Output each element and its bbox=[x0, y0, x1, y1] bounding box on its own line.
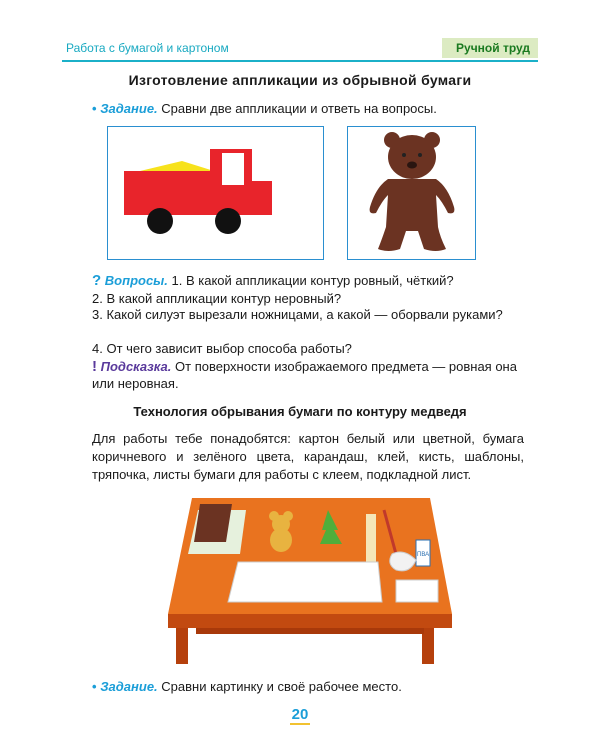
question-mark-icon: ? bbox=[92, 272, 102, 289]
bear-head bbox=[388, 135, 436, 179]
page-number-text: 20 bbox=[291, 706, 309, 723]
truck-body bbox=[124, 171, 210, 215]
question-3: 3. Какой силуэт вырезали ножницами, а какой — оборвали руками? bbox=[92, 307, 503, 322]
truck-wheel-front bbox=[215, 208, 241, 234]
task-label: Задание. bbox=[100, 101, 158, 116]
bear-body bbox=[370, 179, 455, 251]
table-leg-left bbox=[176, 628, 188, 664]
truck-cargo-yellow bbox=[140, 161, 214, 171]
glue-brush bbox=[366, 514, 376, 562]
table-apron bbox=[196, 628, 424, 634]
question-2: 2. В какой аппликации контур неровный? bbox=[92, 291, 342, 306]
bear-eye-left bbox=[402, 153, 406, 157]
task-text: Сравни картинку и своё рабочее место. bbox=[161, 679, 402, 694]
bear-nose bbox=[407, 162, 417, 169]
task-label: Задание. bbox=[100, 679, 158, 694]
question-1: 1. В какой аппликации контур ровный, чёткий? bbox=[171, 273, 454, 288]
glue-label: ПВА bbox=[417, 552, 430, 558]
exclamation-icon: ! bbox=[92, 358, 97, 375]
workplace-table-image bbox=[160, 496, 460, 666]
technology-subtitle: Технология обрывания бумаги по контуру медведя bbox=[133, 404, 467, 419]
running-header bbox=[62, 38, 538, 62]
truck-applique-frame bbox=[107, 126, 324, 260]
brown-paper bbox=[194, 504, 232, 542]
truck-wheel-rear bbox=[147, 208, 173, 234]
hint-block bbox=[92, 358, 522, 392]
section-title: Работа с бумагой и картоном bbox=[66, 41, 229, 55]
truck-window bbox=[222, 153, 244, 185]
materials-paragraph: Для работы тебе понадобятся: картон белый или цветной, бумага коричневого и зелёного цвета, карандаш, клей, кисть, шаблоны, тряпочка, листы бумаги для работы с клеем, подкладной лист. bbox=[92, 431, 524, 482]
subject-badge: Ручной труд bbox=[442, 38, 538, 58]
bear-applique-image bbox=[348, 127, 475, 259]
page-number bbox=[0, 706, 600, 723]
table-edge bbox=[168, 614, 452, 628]
hint-label: Подсказка. bbox=[100, 359, 172, 374]
question-4: 4. От чего зависит выбор способа работы? bbox=[92, 341, 352, 356]
questions-q1 bbox=[92, 272, 522, 289]
task-2 bbox=[92, 678, 522, 695]
underlay-sheet bbox=[228, 562, 382, 602]
hint-text: От поверхности изображаемого предмета — ровная она или неровная. bbox=[92, 359, 517, 391]
bullet-icon: • bbox=[92, 101, 97, 116]
bullet-icon: • bbox=[92, 679, 97, 694]
truck-applique-image bbox=[108, 127, 323, 259]
task-1 bbox=[92, 100, 522, 117]
lesson-title: Изготовление аппликации из обрывной бумаги bbox=[128, 72, 472, 88]
task-text: Сравни две аппликации и ответь на вопросы. bbox=[161, 101, 437, 116]
truck-hood bbox=[252, 181, 272, 215]
bear-eye-right bbox=[418, 153, 422, 157]
bear-applique-frame bbox=[347, 126, 476, 260]
questions-label: Вопросы. bbox=[104, 273, 168, 288]
small-paper-sheet bbox=[396, 580, 438, 602]
